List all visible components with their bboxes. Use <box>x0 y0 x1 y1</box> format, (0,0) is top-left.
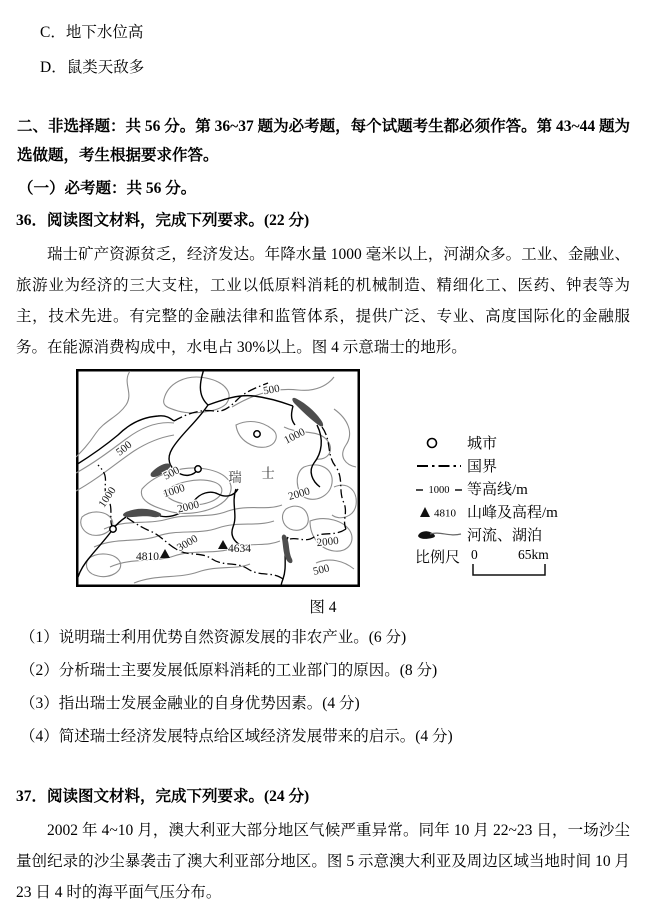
legend-label-city: 城市 <box>467 436 498 452</box>
scale-end: 65km <box>518 548 549 562</box>
q36-sub-3: （3）指出瑞士发展金融业的自身优势因素。(4 分) <box>20 695 360 712</box>
q36-title: 36．阅读图文材料，完成下列要求。(22 分) <box>16 212 310 229</box>
peak-label: 4634 <box>228 543 251 555</box>
contour-label: 1000 <box>282 425 308 447</box>
contour-label: 2000 <box>176 498 201 516</box>
switzerland-contour-map <box>76 369 360 587</box>
legend-row-water <box>415 523 566 546</box>
mc-options <box>40 0 630 76</box>
figure-caption: 图 4 <box>309 599 337 616</box>
contour-label: 500 <box>311 562 331 578</box>
city-marker <box>195 466 201 472</box>
subsection-header: （一）必考题：共 56 分。 <box>18 180 197 197</box>
scale-start: 0 <box>471 548 478 562</box>
city-marker <box>254 431 260 437</box>
legend-label-peak: 山峰及高程/m <box>467 505 558 521</box>
legend-label-water: 河流、湖泊 <box>467 528 543 544</box>
city-marker <box>110 526 116 532</box>
q36-sub-1: （1）说明瑞士利用优势自然资源发展的非农产业。(6 分) <box>20 629 407 646</box>
contour-label: 1000 <box>161 482 187 501</box>
legend-row-city <box>415 431 566 454</box>
river-lake-icon <box>415 528 467 542</box>
peak-icon <box>415 505 467 519</box>
legend-row-peak <box>415 500 566 523</box>
contour-label: 2000 <box>286 485 312 503</box>
contour-label: 500 <box>262 382 281 398</box>
legend-row-border <box>415 454 566 477</box>
contour-label: 500 <box>113 438 135 459</box>
q36-sub-2: （2）分析瑞士主要发展低原料消耗的工业部门的原因。(8 分) <box>20 662 438 679</box>
q36-sub-4: （4）简述瑞士经济发展特点给区域经济发展带来的启示。(4 分) <box>20 728 453 745</box>
contour-label: 3000 <box>174 532 201 555</box>
section-header: 二、非选择题：共 56 分。第 36~37 题为必考题，每个试题考生都必须作答。第 43~44 题为选做题，考生根据要求作答。 <box>17 118 630 164</box>
city-icon <box>415 436 467 450</box>
legend-row-scale <box>415 548 566 582</box>
contour-label: 1000 <box>96 484 119 510</box>
option-c: C．地下水位高 <box>40 24 144 41</box>
contour-label: 500 <box>161 464 182 483</box>
peak-label: 4810 <box>136 551 159 563</box>
topo-map-figure <box>76 369 630 587</box>
peak-icon-value: 4810 <box>434 507 456 519</box>
legend-label-border: 国界 <box>467 459 498 475</box>
q37-intro: 2002 年 4~10 月，澳大利亚大部分地区气候严重异常。同年 10 月 22~23 日，一场沙尘量创纪录的沙尘暴袭击了澳大利亚部分地区。图 5 示意澳大利亚及周边区域当地时间 10 月 23 日 4 时的海平面气压分布。 <box>16 822 630 901</box>
contour-label: 2000 <box>316 534 340 550</box>
country-name-label: 士 <box>261 466 275 481</box>
map-legend <box>415 431 566 582</box>
contour-line-icon <box>415 482 467 496</box>
border-line-icon <box>415 459 467 473</box>
scale-bar <box>466 548 566 580</box>
map-border <box>77 370 359 586</box>
country-name-label: 瑞 <box>228 470 242 485</box>
contour-icon-value: 1000 <box>428 484 450 496</box>
q36-intro: 瑞士矿产资源贫乏，经济发达。年降水量 1000 毫米以上，河湖众多。工业、金融业、旅游业为经济的三大支柱，工业以低原料消耗的机械制造、精细化工、医药、钟表等为主，技术先进。有完整的金融法律和监管体系，提供广泛、专业、高度国际化的金融服务。在能源消费构成中，水电占 30%以上。图 4 示意瑞士的地形。 <box>16 246 630 356</box>
scale-title: 比例尺 <box>415 550 461 566</box>
legend-row-contour <box>415 477 566 500</box>
option-d: D．鼠类天敌多 <box>40 59 145 76</box>
legend-label-contour: 等高线/m <box>467 482 528 498</box>
q37-title: 37．阅读图文材料，完成下列要求。(24 分) <box>16 788 310 805</box>
topo-map <box>76 369 360 587</box>
